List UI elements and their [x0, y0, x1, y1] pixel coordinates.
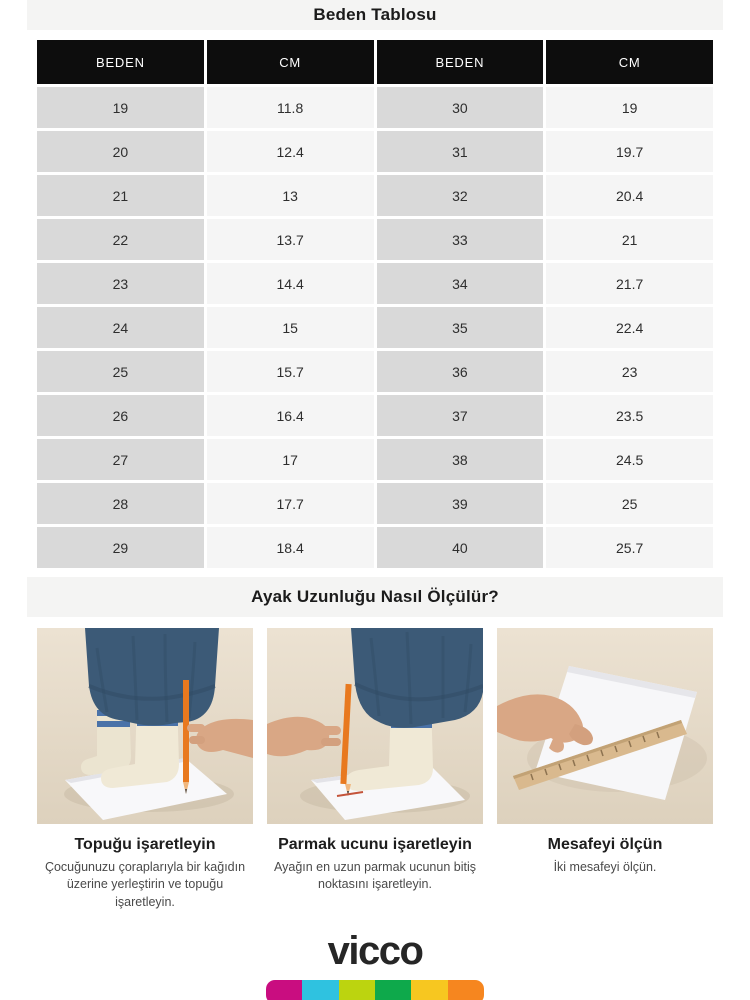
cm-cell: 13: [207, 175, 374, 216]
size-cell: 26: [37, 395, 204, 436]
cm-cell: 22.4: [546, 307, 713, 348]
cm-cell: 17: [207, 439, 374, 480]
cm-cell: 15: [207, 307, 374, 348]
cm-cell: 19: [546, 87, 713, 128]
cm-cell: 17.7: [207, 483, 374, 524]
step-mark-toe: [267, 628, 483, 911]
step-description: Çocuğunuzu çoraplarıyla bir kağıdın üzerine yerleştirin ve topuğu işaretleyin.: [44, 860, 246, 909]
cm-cell: 14.4: [207, 263, 374, 304]
size-cell: 24: [37, 307, 204, 348]
size-cell: 25: [37, 351, 204, 392]
cm-cell: 25: [546, 483, 713, 524]
size-cell: 31: [377, 131, 544, 172]
table-header-cm: CM: [546, 40, 713, 84]
step-description: Ayağın en uzun parmak ucunun bitiş noktasını işaretleyin.: [274, 860, 476, 892]
size-cell: 38: [377, 439, 544, 480]
size-cell: 22: [37, 219, 204, 260]
step-measure-distance: [497, 628, 713, 911]
size-cell: 36: [377, 351, 544, 392]
color-bar-segment: [375, 980, 411, 1000]
size-cell: 29: [37, 527, 204, 568]
cm-cell: 24.5: [546, 439, 713, 480]
step-mark-heel: [37, 628, 253, 911]
color-bar-segment: [448, 980, 484, 1000]
table-header-beden: BEDEN: [37, 40, 204, 84]
size-cell: 39: [377, 483, 544, 524]
size-cell: 32: [377, 175, 544, 216]
child-feet-heel-pencil-photo: [37, 628, 253, 824]
size-cell: 23: [37, 263, 204, 304]
size-cell: 19: [37, 87, 204, 128]
cm-cell: 11.8: [207, 87, 374, 128]
page-title: Beden Tablosu: [27, 0, 723, 30]
cm-cell: 13.7: [207, 219, 374, 260]
table-header-cm: CM: [207, 40, 374, 84]
cm-cell: 23.5: [546, 395, 713, 436]
cm-cell: 23: [546, 351, 713, 392]
size-table: [37, 40, 713, 568]
size-cell: 35: [377, 307, 544, 348]
step-title: Mesafeyi ölçün: [547, 836, 663, 853]
size-cell: 37: [377, 395, 544, 436]
size-cell: 33: [377, 219, 544, 260]
color-bar-segment: [302, 980, 338, 1000]
cm-cell: 21.7: [546, 263, 713, 304]
size-cell: 30: [377, 87, 544, 128]
color-bar-segment: [266, 980, 302, 1000]
color-bar-segment: [339, 980, 375, 1000]
section-title: Ayak Uzunluğu Nasıl Ölçülür?: [27, 577, 723, 617]
size-cell: 40: [377, 527, 544, 568]
cm-cell: 16.4: [207, 395, 374, 436]
step-description: İki mesafeyi ölçün.: [553, 860, 657, 874]
cm-cell: 25.7: [546, 527, 713, 568]
size-cell: 28: [37, 483, 204, 524]
vicco-logo: vicco: [327, 928, 423, 973]
size-cell: 34: [377, 263, 544, 304]
cm-cell: 21: [546, 219, 713, 260]
hand-ruler-paper-photo: [497, 628, 713, 824]
measurement-steps: [37, 628, 713, 911]
brand-footer: [0, 929, 750, 1000]
cm-cell: 18.4: [207, 527, 374, 568]
size-cell: 27: [37, 439, 204, 480]
size-cell: 21: [37, 175, 204, 216]
table-header-beden: BEDEN: [377, 40, 544, 84]
vicco-color-bar: [266, 980, 484, 1000]
color-bar-segment: [411, 980, 447, 1000]
cm-cell: 20.4: [546, 175, 713, 216]
child-foot-toe-pencil-photo: [267, 628, 483, 824]
step-title: Parmak ucunu işaretleyin: [278, 836, 472, 853]
cm-cell: 19.7: [546, 131, 713, 172]
cm-cell: 15.7: [207, 351, 374, 392]
cm-cell: 12.4: [207, 131, 374, 172]
size-cell: 20: [37, 131, 204, 172]
step-title: Topuğu işaretleyin: [74, 836, 216, 853]
